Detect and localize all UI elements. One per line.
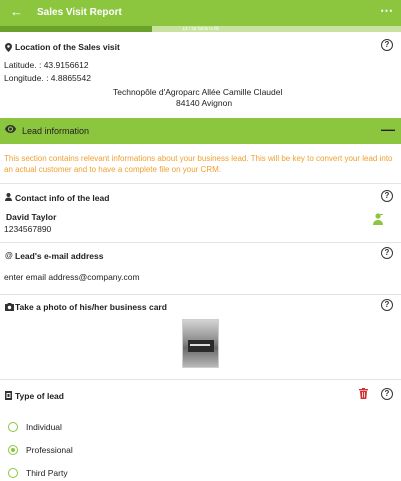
email-section (0, 243, 401, 295)
contact-section (0, 183, 401, 243)
help-icon[interactable]: ? (381, 39, 393, 51)
address-line-2: 84140 Avignon (176, 98, 233, 108)
business-card-title: Take a photo of his/her business card (15, 302, 167, 312)
id-card-icon (5, 391, 12, 402)
radio-button[interactable] (8, 468, 18, 478)
longitude-text: Longitude. : 4.8865542 (4, 73, 91, 83)
help-icon[interactable]: ? (381, 247, 393, 259)
more-options-icon[interactable]: ⋯ (380, 3, 393, 18)
lead-type-title: Type of lead (15, 391, 64, 401)
back-arrow-icon[interactable]: ← (10, 4, 23, 19)
radio-label: Individual (26, 422, 62, 432)
latitude-text: Latitude. : 43.9156612 (4, 60, 89, 70)
contact-picker-icon[interactable] (373, 213, 383, 225)
help-icon[interactable]: ? (381, 299, 393, 311)
contact-title: Contact info of the lead (15, 193, 110, 203)
help-icon[interactable]: ? (381, 388, 393, 400)
progress-text: 12 / 32 fields to fill (182, 26, 219, 31)
lead-information-label: Lead information (22, 126, 90, 136)
radio-label: Third Party (26, 468, 68, 478)
at-sign-icon: @ (5, 251, 13, 260)
page-title: Sales Visit Report (37, 7, 122, 18)
address-line-1: Technopôle d'Agroparc Allée Camille Claudel (113, 87, 283, 97)
contact-phone: 1234567890 (4, 224, 52, 234)
lead-information-header[interactable] (0, 118, 401, 144)
radio-button[interactable] (8, 422, 18, 432)
map-marker-icon (5, 43, 12, 54)
contact-name: David Taylor (6, 212, 57, 222)
card-photo-dark-area (188, 340, 214, 352)
email-title: Lead's e-mail address (15, 251, 104, 261)
collapse-icon[interactable]: — (381, 121, 395, 137)
camera-icon (5, 303, 14, 313)
email-field[interactable]: enter email address@company.com (4, 272, 140, 282)
help-icon[interactable]: ? (381, 190, 393, 202)
radio-label: Professional (26, 445, 73, 455)
app-bar (0, 0, 401, 26)
location-title: Location of the Sales visit (15, 42, 120, 52)
eye-icon (5, 125, 16, 135)
business-card-photo[interactable] (182, 319, 219, 368)
card-photo-stripe (190, 344, 210, 346)
person-icon (5, 193, 12, 203)
delete-icon[interactable] (359, 388, 368, 399)
location-section (0, 32, 401, 118)
lead-info-description: This section contains relevant informations about your business lead. This will be key to convert your lead into an actual customer and to have a complete file on your CRM. (4, 154, 393, 174)
radio-button[interactable] (8, 445, 18, 455)
